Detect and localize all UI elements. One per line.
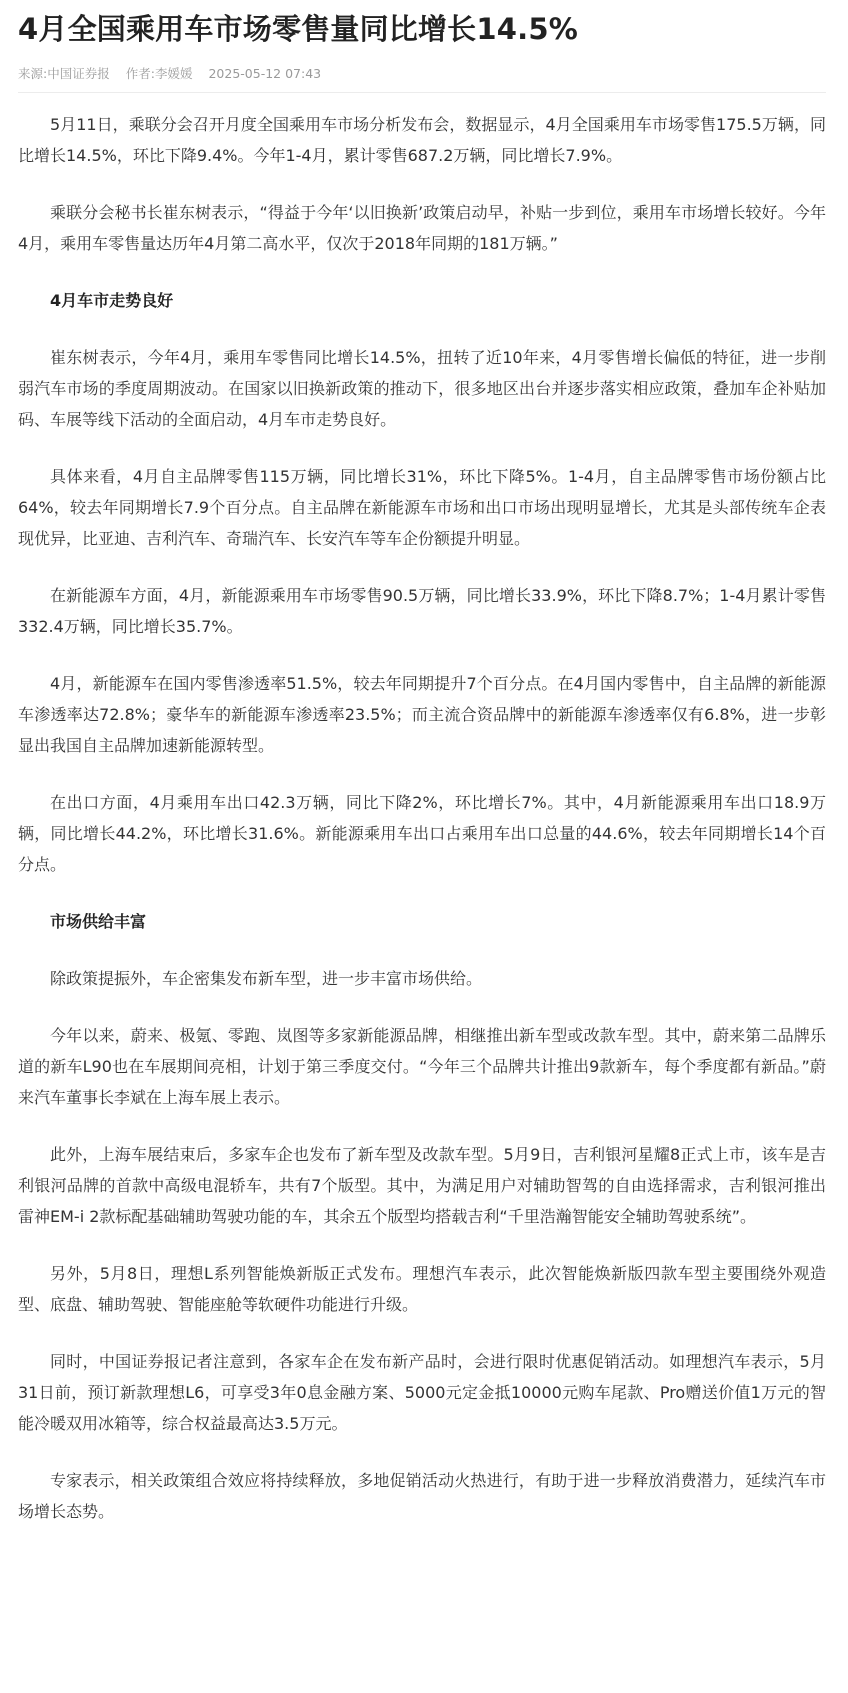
paragraph: 此外，上海车展结束后，多家车企也发布了新车型及改款车型。5月9日，吉利银河星耀8正式上市，该车是吉利银河品牌的首款中高级电混轿车，共有7个版型。其中，为满足用户对辅助智驾的自由选择需求，吉利银河推出雷神EM-i 2款标配基础辅助驾驶功能的车，其余五个版型均搭载吉利“千里浩瀚智能安全辅助驾驶系统”。 (18, 1145, 826, 1226)
article-meta (18, 65, 826, 83)
paragraph: 另外，5月8日，理想L系列智能焕新版正式发布。理想汽车表示，此次智能焕新版四款车型主要围绕外观造型、底盘、辅助驾驶、智能座舱等软硬件功能进行升级。 (18, 1264, 826, 1314)
article-title: 4月全国乘用车市场零售量同比增长14.5% (18, 12, 578, 46)
source-name[interactable]: 中国证券报 (47, 66, 110, 81)
paragraph: 今年以来，蔚来、极氪、零跑、岚图等多家新能源品牌，相继推出新车型或改款车型。其中，蔚来第二品牌乐道的新车L90也在车展期间亮相，计划于第三季度交付。“今年三个品牌共计推出9款新车，每个季度都有新品。”蔚来汽车董事长李斌在上海车展上表示。 (18, 1026, 826, 1107)
paragraph: 专家表示，相关政策组合效应将持续释放，多地促销活动火热进行，有助于进一步释放消费潜力，延续汽车市场增长态势。 (18, 1471, 826, 1521)
paragraph: 崔东树表示，今年4月，乘用车零售同比增长14.5%，扭转了近10年来，4月零售增长偏低的特征，进一步削弱汽车市场的季度周期波动。在国家以旧换新政策的推动下，很多地区出台并逐步落实相应政策，叠加车企补贴加码、车展等线下活动的全面启动，4月车市走势良好。 (18, 348, 826, 429)
paragraph: 在新能源车方面，4月，新能源乘用车市场零售90.5万辆，同比增长33.9%，环比下降8.7%；1-4月累计零售332.4万辆，同比增长35.7%。 (18, 586, 826, 636)
author-name: 李媛媛 (154, 66, 193, 81)
meta-divider (18, 92, 826, 93)
section-heading: 4月车市走势良好 (50, 291, 174, 310)
author-label: 作者: (125, 66, 155, 81)
paragraph: 在出口方面，4月乘用车出口42.3万辆，同比下降2%，环比增长7%。其中，4月新能源乘用车出口18.9万辆，同比增长44.2%，环比增长31.6%。新能源乘用车出口占乘用车出口总量的44.6%，较去年同期增长14个百分点。 (18, 793, 826, 874)
paragraph: 具体来看，4月自主品牌零售115万辆，同比增长31%，环比下降5%。1-4月，自主品牌零售市场份额占比64%，较去年同期增长7.9个百分点。自主品牌在新能源车市场和出口市场出现明显增长，尤其是头部传统车企表现优异，比亚迪、吉利汽车、奇瑞汽车、长安汽车等车企份额提升明显。 (18, 467, 826, 548)
publish-datetime: 2025-05-12 07:43 (208, 66, 322, 81)
article-body (18, 109, 826, 1527)
section-heading: 市场供给丰富 (50, 912, 147, 931)
paragraph: 乘联分会秘书长崔东树表示，“得益于今年‘以旧换新’政策启动早，补贴一步到位，乘用车市场增长较好。今年4月，乘用车零售量达历年4月第二高水平，仅次于2018年同期的181万辆。” (18, 203, 826, 253)
paragraph: 同时，中国证券报记者注意到，各家车企在发布新产品时，会进行限时优惠促销活动。如理想汽车表示，5月31日前，预订新款理想L6，可享受3年0息金融方案、5000元定金抵10000元购车尾款、Pro赠送价值1万元的智能冷暖双用冰箱等，综合权益最高达3.5万元。 (18, 1352, 826, 1433)
paragraph: 除政策提振外，车企密集发布新车型，进一步丰富市场供给。 (50, 969, 483, 988)
source-label: 来源: (18, 66, 48, 81)
paragraph: 5月11日，乘联分会召开月度全国乘用车市场分析发布会，数据显示，4月全国乘用车市场零售175.5万辆，同比增长14.5%，环比下降9.4%。今年1-4月，累计零售687.2万辆，同比增长7.9%。 (18, 115, 826, 165)
paragraph: 4月，新能源车在国内零售渗透率51.5%，较去年同期提升7个百分点。在4月国内零售中，自主品牌的新能源车渗透率达72.8%；豪华车的新能源车渗透率23.5%；而主流合资品牌中的新能源车渗透率仅有6.8%，进一步彰显出我国自主品牌加速新能源转型。 (18, 674, 826, 755)
